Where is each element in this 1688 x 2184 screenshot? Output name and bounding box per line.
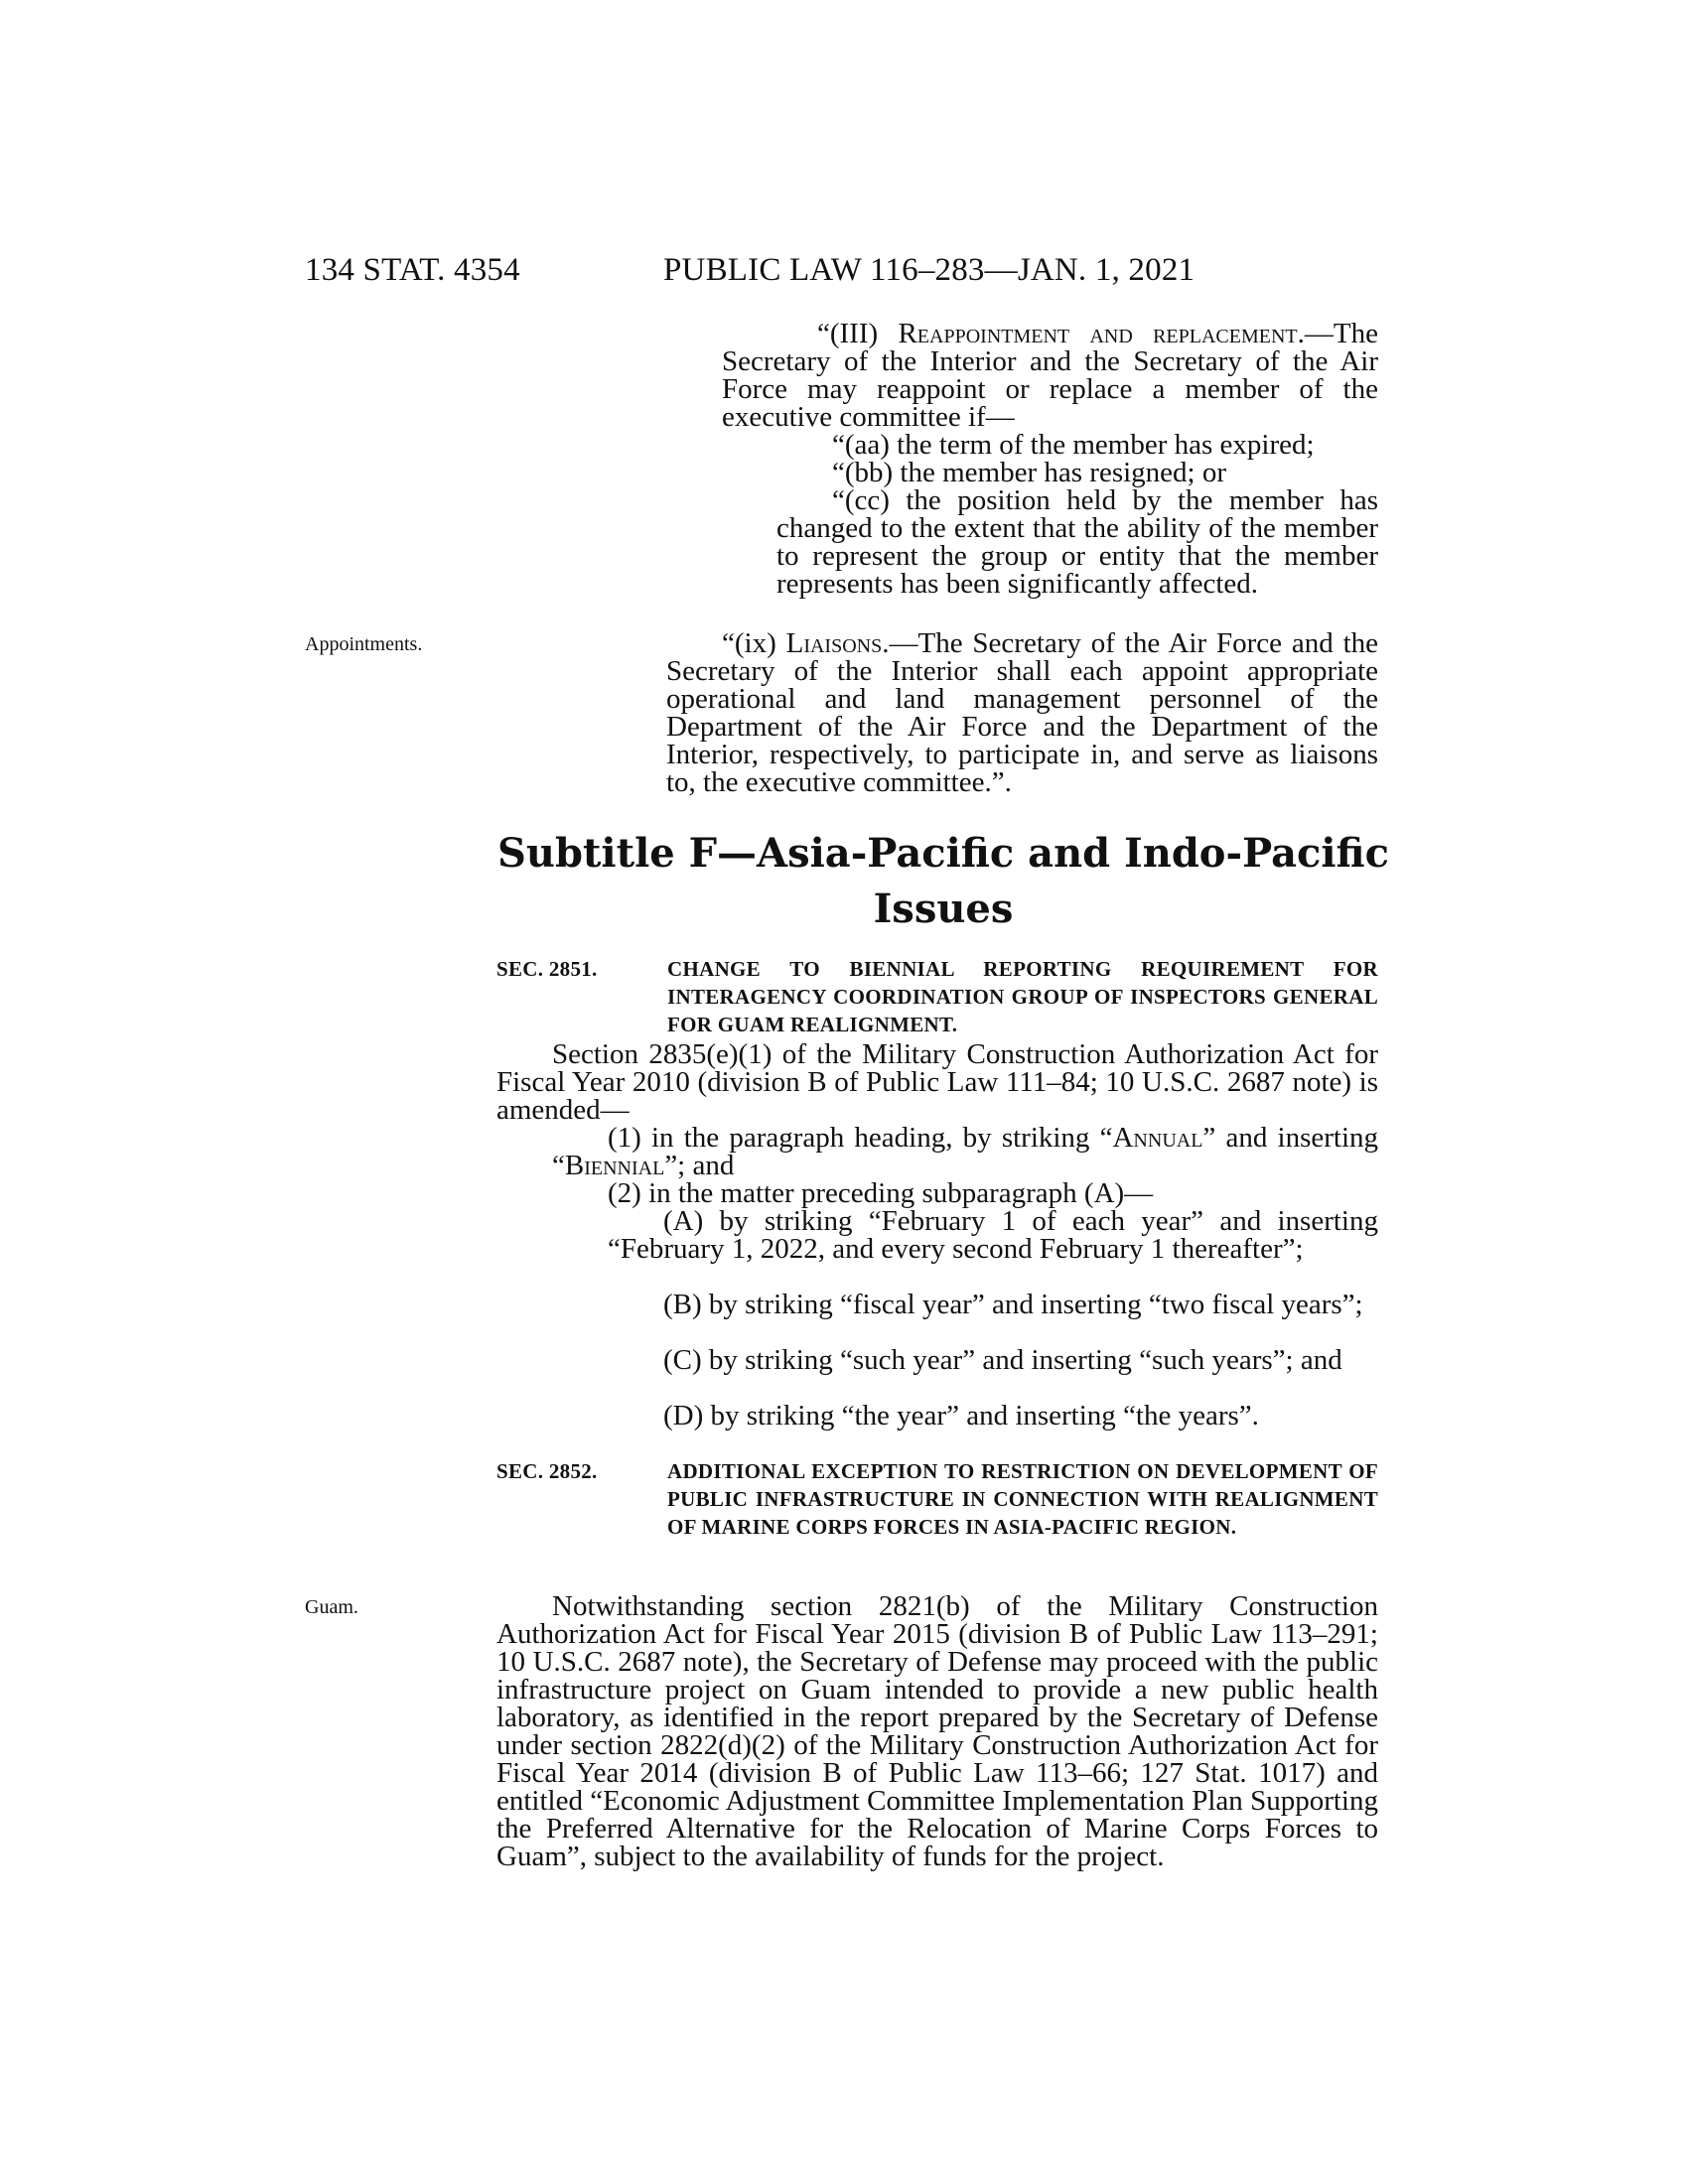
section-2852-number: SEC. 2852. (496, 1459, 598, 1483)
item-1-text-a: (1) in the paragraph heading, by striking “ (608, 1122, 1113, 1154)
clause-ix-dash: .— (882, 627, 918, 659)
item-1-text-c: ”; and (664, 1150, 735, 1181)
page-stat-citation: 134 STAT. 4354 (305, 252, 520, 288)
item-cc: “(cc) the position held by the member has changed to the extent that the ability of the member to represent the group or entity that the member represents has been significantly affected. (776, 484, 1378, 600)
item-1-annual: Annual (1112, 1122, 1203, 1154)
clause-ix-liaisons (666, 629, 1378, 796)
clause-iii-reappointment (722, 320, 1378, 431)
margin-note-guam: Guam. (305, 1596, 358, 1618)
section-2851-number: SEC. 2851. (496, 957, 598, 981)
section-2851-item-b: (B) by striking “fiscal year” and inserting “two fiscal years”; (663, 1289, 1363, 1320)
clause-ix-heading: Liaisons (785, 627, 883, 659)
margin-note-appointments: Appointments. (305, 633, 423, 655)
item-aa: “(aa) the term of the member has expired; (832, 429, 1315, 461)
subtitle-heading: Subtitle F—Asia-Pacific and Indo-Pacific Issues (496, 830, 1389, 932)
section-2852-title: ADDITIONAL EXCEPTION TO RESTRICTION ON DEVELOPMENT OF PUBLIC INFRASTRUCTURE IN CONNECTION WITH REALIGNMENT OF MARINE CORPS FORCES IN ASIA-PACIFIC REGION. (667, 1459, 1378, 1539)
clause-ix-lead: “(ix) (722, 627, 786, 659)
section-2852-text: Notwithstanding section 2821(b) of the Military Construction Authorization Act for Fiscal Year 2015 (division B of Public Law 113–291; 10 U.S.C. 2687 note), the Secretary of Defense may proceed with the public infrastructure project on Guam intended to provide a new public health laboratory, as identified in the report prepared by the Secretary of Defense under section 2822(d)(2) of the Military Construction Authorization Act for Fiscal Year 2014 (division B of Public Law 113–66; 127 Stat. 1017) and entitled “Economic Adjustment Committee Implementation Plan Supporting the Preferred Alternative for the Relocation of Marine Corps Forces to Guam”, subject to the availability of funds for the project. (496, 1590, 1378, 1872)
item-1-biennial: Biennial (564, 1150, 665, 1181)
section-2851-item-c: (C) by striking “such year” and inserting “such years”; and (663, 1344, 1342, 1376)
section-2851-intro: Section 2835(e)(1) of the Military Construction Authorization Act for Fiscal Year 2010 (division B of Public Law 111–84; 10 U.S.C. 2687 note) is amended— (496, 1038, 1378, 1126)
section-2851-title: CHANGE TO BIENNIAL REPORTING REQUIREMENT FOR INTERAGENCY COORDINATION GROUP OF INSPECTORS GENERAL FOR GUAM REALIGNMENT. (667, 957, 1378, 1036)
section-2851-item-a: (A) by striking “February 1 of each year” and inserting “February 1, 2022, and every second February 1 thereafter”; (608, 1205, 1378, 1265)
clause-iii-heading: Reappointment and replacement (898, 318, 1298, 349)
clause-iii-dash: .— (1297, 318, 1334, 349)
section-2851-item-d: (D) by striking “the year” and inserting “the years”. (663, 1400, 1259, 1432)
item-bb: “(bb) the member has resigned; or (832, 457, 1226, 488)
clause-iii-text: The Secretary of the Interior and the Secretary of the Air Force may reappoint or replace a member of the executive committee if— (722, 318, 1378, 433)
item-1-text-b: ” and inserting “ (552, 1122, 1378, 1181)
clause-iii-lead: “(III) (817, 318, 899, 349)
section-2851-item-2: (2) in the matter preceding subparagraph (A)— (608, 1177, 1154, 1209)
page-law-title: PUBLIC LAW 116–283—JAN. 1, 2021 (663, 252, 1196, 288)
section-2851-item-1 (552, 1124, 1378, 1179)
clause-ix-text: The Secretary of the Air Force and the Secretary of the Interior shall each appoint appropriate operational and land management personnel of the Department of the Air Force and the Department of the Interior, respectively, to participate in, and serve as liaisons to, the executive committee.”. (666, 627, 1379, 798)
